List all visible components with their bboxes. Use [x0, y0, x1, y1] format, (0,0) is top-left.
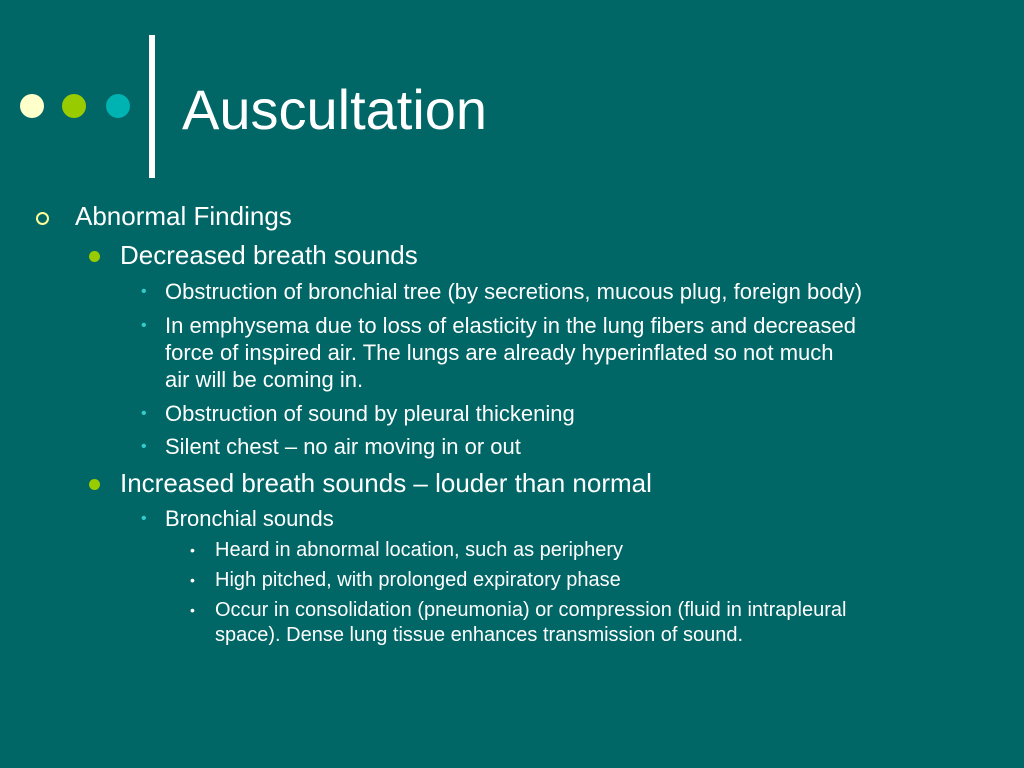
slide-title: Auscultation — [182, 78, 488, 141]
dot-bullet-icon — [89, 479, 100, 490]
dot-bullet-icon: • — [190, 542, 195, 558]
list-item-continued: space). Dense lung tissue enhances transmission of sound. — [215, 624, 744, 646]
dot-bullet-icon: • — [190, 572, 195, 588]
ring-bullet-icon — [36, 212, 49, 225]
dot-bullet-icon: • — [141, 510, 147, 527]
bullet-decreased-breath-sounds: Decreased breath sounds — [120, 240, 418, 270]
dot-bullet-icon: • — [141, 405, 147, 422]
dot-bullet-icon — [89, 251, 100, 262]
list-item: Obstruction of bronchial tree (by secretions, mucous plug, foreign body) — [165, 279, 863, 304]
title-divider — [149, 35, 155, 178]
list-item: High pitched, with prolonged expiratory phase — [215, 569, 621, 591]
list-item: Silent chest – no air moving in or out — [165, 434, 521, 459]
list-item: In emphysema due to loss of elasticity in the lung fibers and decreased — [165, 313, 856, 338]
dot-bullet-icon: • — [141, 438, 147, 455]
list-item: Bronchial sounds — [165, 506, 334, 531]
list-item: Obstruction of sound by pleural thickening — [165, 401, 575, 426]
dot-bullet-icon: • — [141, 317, 147, 334]
dot-icon — [20, 94, 44, 118]
dot-bullet-icon: • — [190, 602, 195, 618]
list-item-continued: force of inspired air. The lungs are already hyperinflated so not much — [165, 340, 834, 365]
bullet-abnormal-findings: Abnormal Findings — [75, 201, 292, 231]
dot-icon — [62, 94, 86, 118]
list-item: Occur in consolidation (pneumonia) or compression (fluid in intrapleural — [215, 599, 847, 621]
dot-icon — [106, 94, 130, 118]
bullet-increased-breath-sounds: Increased breath sounds – louder than normal — [120, 468, 652, 498]
dot-bullet-icon: • — [141, 283, 147, 300]
list-item-continued: air will be coming in. — [165, 367, 364, 392]
list-item: Heard in abnormal location, such as periphery — [215, 539, 623, 561]
